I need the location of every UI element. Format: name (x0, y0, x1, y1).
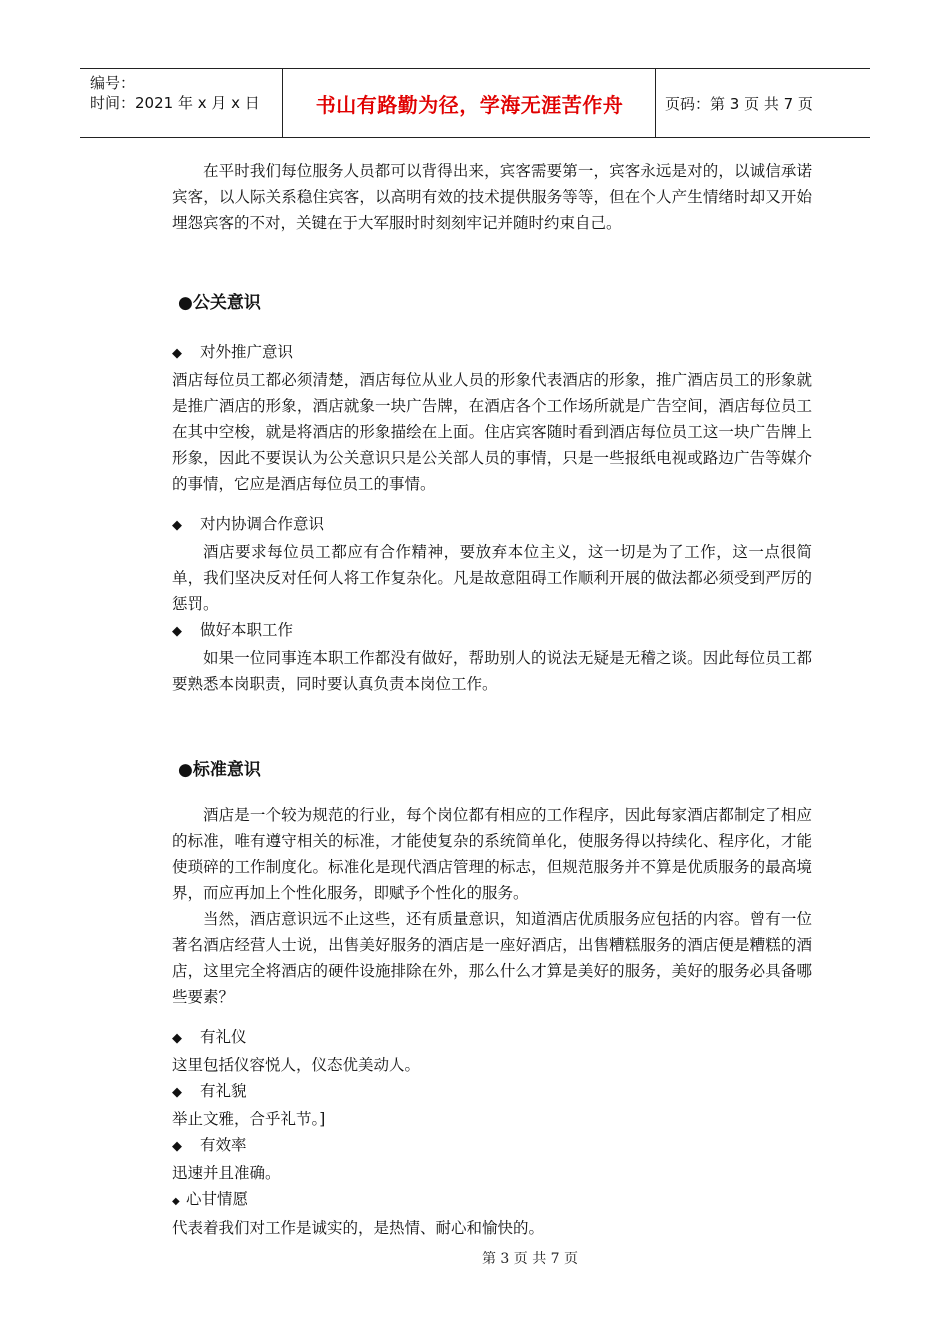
diamond-bullet-icon: ◆ (172, 1031, 182, 1046)
item-title: 有礼貌 (200, 1082, 247, 1100)
item-title: 有效率 (200, 1136, 247, 1154)
document-body (172, 158, 812, 1241)
item-title: 对外推广意识 (200, 343, 294, 361)
diamond-bullet-icon: ◆ (172, 346, 182, 361)
list-item (172, 1078, 812, 1106)
header-meta (90, 73, 260, 113)
header-divider (655, 69, 656, 137)
diamond-bullet-icon: ◆ (172, 518, 182, 533)
item-title: 做好本职工作 (200, 621, 294, 639)
item-body: 这里包括仪容悦人，仪态优美动人。 (172, 1056, 421, 1074)
list-item (172, 617, 812, 645)
header-divider (282, 69, 283, 137)
list-item (172, 511, 812, 539)
item-title: 对内协调合作意识 (200, 515, 325, 533)
list-item (172, 339, 812, 367)
standard-paragraph: 当然，酒店意识远不止这些，还有质量意识，知道酒店优质服务应包括的内容。曾有一位著名酒店经营人士说，出售美好服务的酒店是一座好酒店，出售糟糕服务的酒店便是糟糕的酒店，这里完全将酒店的硬件设施排除在外，那么什么才算是美好的服务，美好的服务必具备哪些要素？ (172, 910, 812, 1006)
header-motto: 书山有路勤为径，学海无涯苦作舟 (315, 93, 624, 117)
item-body: 酒店要求每位员工都应有合作精神，要放弃本位主义，这一切是为了工作，这一点很简单，我们坚决反对任何人将工作复杂化。凡是故意阻碍工作顺利开展的做法都必须受到严厉的惩罚。 (172, 543, 812, 613)
list-item (172, 1132, 812, 1160)
page-footer: 第 3 页 共 7 页 (481, 1251, 579, 1267)
item-body: 迅速并且准确。 (172, 1164, 281, 1182)
list-item (172, 1186, 812, 1215)
section-heading-pr: ●公关意识 (178, 293, 261, 313)
item-body: 如果一位同事连本职工作都没有做好，帮助别人的说法无疑是无稽之谈。因此每位员工都要熟悉本岗职责，同时要认真负责本岗位工作。 (172, 649, 812, 693)
item-title: 心甘情愿 (186, 1190, 249, 1208)
diamond-bullet-icon: ◆ (172, 1139, 182, 1154)
section-heading-standard: ●标准意识 (178, 760, 261, 780)
list-item (172, 1024, 812, 1052)
standard-paragraph: 酒店是一个较为规范的行业，每个岗位都有相应的工作程序，因此每家酒店都制定了相应的标准，唯有遵守相关的标准，才能使复杂的系统简单化，使服务得以持续化、程序化，才能使琐碎的工作制度化。标准化是现代酒店管理的标志，但规范服务并不算是优质服务的最高境界，而应再加上个性化服务，即赋予个性化的服务。 (172, 806, 812, 902)
page-header (80, 68, 870, 138)
item-body: 举止文雅，合乎礼节。] (172, 1110, 326, 1128)
diamond-bullet-icon: ◆ (172, 1085, 182, 1100)
diamond-bullet-icon: ◆ (172, 1196, 180, 1207)
item-body: 酒店每位员工都必须清楚，酒店每位从业人员的形象代表酒店的形象，推广酒店员工的形象就是推广酒店的形象，酒店就象一块广告牌，在酒店各个工作场所就是广告空间，酒店每位员工在其中空梭，就是将酒店的形象描绘在上面。住店宾客随时看到酒店每位员工这一块广告牌上形象，因此不要误认为公关意识只是公关部人员的事情，只是一些报纸电视或路边广告等媒介的事情，它应是酒店每位员工的事情。 (172, 371, 812, 493)
time-label: 时间：2021 年 x 月 x 日 (90, 94, 260, 112)
header-page-info: 页码：第 3 页 共 7 页 (665, 95, 813, 113)
code-label: 编号： (90, 74, 136, 92)
intro-paragraph: 在平时我们每位服务人员都可以背得出来，宾客需要第一，宾客永远是对的，以诚信承诺宾客，以人际关系稳住宾客，以高明有效的技术提供服务等等，但在个人产生情绪时却又开始埋怨宾客的不对，关键在于大军服时时刻刻牢记并随时约束自己。 (172, 162, 812, 232)
diamond-bullet-icon: ◆ (172, 624, 182, 639)
item-body: 代表着我们对工作是诚实的，是热情、耐心和愉快的。 (172, 1219, 545, 1237)
item-title: 有礼仪 (200, 1028, 247, 1046)
